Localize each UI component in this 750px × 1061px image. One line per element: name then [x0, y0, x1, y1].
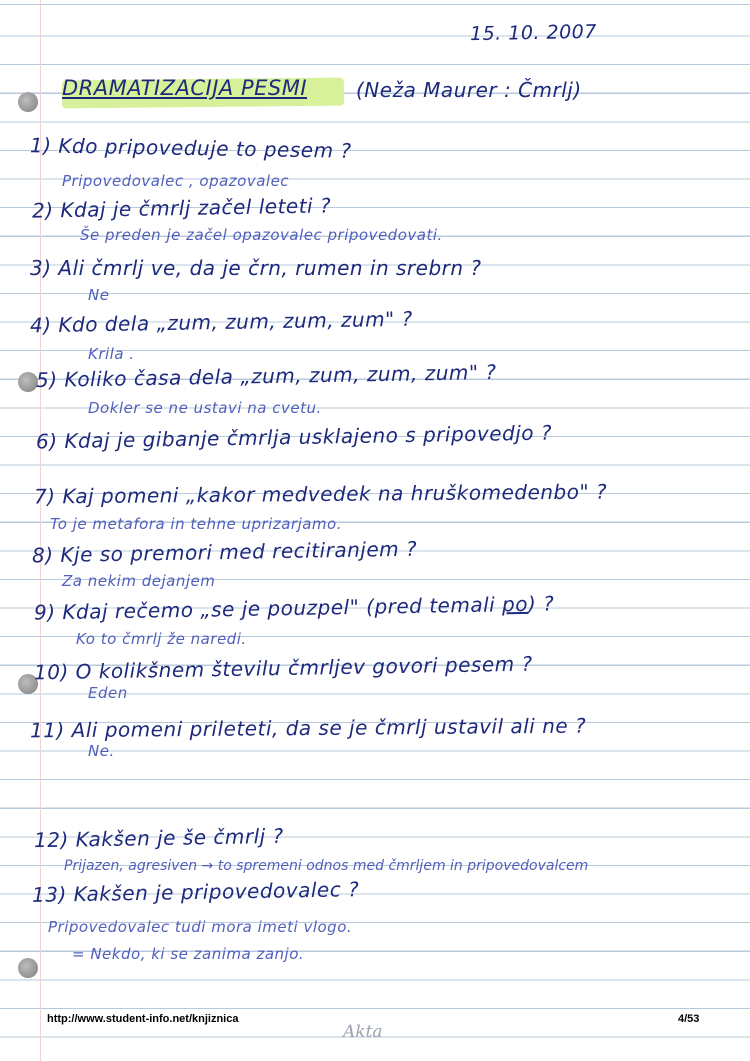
question-9	[34, 591, 555, 624]
footer-page-number: 4/53	[678, 1013, 700, 1025]
question-6: 6) Kdaj je gibanje čmrlja usklajeno s pripovedjo ?	[35, 420, 553, 454]
question-10: 10) O kolikšnem številu čmrljev govori pesem ?	[33, 651, 533, 685]
question-4: 4) Kdo dela „zum, zum, zum, zum" ?	[29, 306, 413, 338]
answer-2: Še preden je začel opazovalec pripovedovati.	[80, 226, 443, 244]
footer-url: http://www.student-info.net/knjiznica	[47, 1013, 239, 1025]
answer-9: Ko to čmrlj že naredi.	[76, 630, 247, 648]
answer-13-line-2: = Nekdo, ki se zanima zanjo.	[72, 945, 305, 963]
question-3: 3) Ali čmrlj ve, da je črn, rumen in srebrn ?	[30, 256, 482, 280]
question-13: 13) Kakšen je pripovedovalec ?	[31, 877, 360, 907]
title-suffix: (Neža Maurer : Čmrlj)	[356, 78, 582, 102]
question-9-text: 9) Kdaj rečemo „se je pouzpel" (pred temali	[33, 592, 503, 625]
answer-1: Pripovedovalec , opazovalec	[62, 172, 290, 190]
question-11: 11) Ali pomeni prileteti, da se je čmrlj ustavil ali ne ?	[29, 713, 587, 743]
question-8: 8) Kje so premori med recitiranjem ?	[31, 536, 418, 568]
question-9-underlined: po	[501, 591, 529, 617]
answer-8: Za nekim dejanjem	[62, 572, 216, 590]
answer-10: Eden	[88, 684, 128, 702]
question-2: 2) Kdaj je čmrlj začel leteti ?	[31, 193, 332, 223]
answer-3: Ne	[88, 286, 110, 304]
answer-4: Krila .	[88, 345, 135, 363]
title-block	[58, 74, 308, 100]
question-5: 5) Koliko časa dela „zum, zum, zum, zum" ?	[35, 359, 497, 393]
date: 15. 10. 2007	[469, 20, 598, 46]
binder-hole	[18, 958, 38, 978]
question-1: 1) Kdo pripoveduje to pesem ?	[29, 133, 352, 163]
question-9-end: ) ?	[527, 591, 555, 616]
answer-12: Prijazen, agresiven → to spremeni odnos med čmrljem in pripovedovalcem	[64, 858, 589, 874]
notebook-logo: Akta	[343, 1022, 383, 1042]
answer-5: Dokler se ne ustavi na cvetu.	[88, 399, 322, 417]
answer-11: Ne.	[88, 742, 115, 760]
binder-hole	[18, 92, 38, 112]
answer-7: To je metafora in tehne uprizarjamo.	[50, 515, 342, 533]
answer-13: Pripovedovalec tudi mora imeti vlogo.	[48, 918, 353, 936]
question-12: 12) Kakšen je še čmrlj ?	[33, 823, 284, 853]
page-title: DRAMATIZACIJA PESMI	[62, 76, 308, 100]
question-7: 7) Kaj pomeni „kakor medvedek na hruškomedenbo" ?	[33, 479, 608, 509]
